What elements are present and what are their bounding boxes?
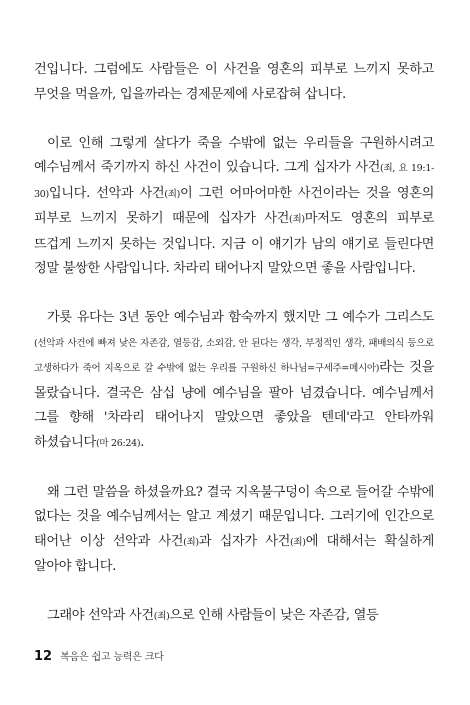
page-number: 12	[34, 649, 53, 664]
scripture-reference: (죄, 요 19:1-30)	[34, 163, 434, 200]
paragraph-text: 과 십자가 사건	[198, 533, 290, 549]
paragraph-text: 입니다. 선악과 사건	[48, 185, 165, 201]
paragraph-text: 으로 인해 사람들이 낮은 자존감, 열등	[169, 608, 379, 623]
sin-annotation: (죄)	[164, 188, 180, 200]
christ-annotation: (선악과 사건에 빠져 낮은 자존감, 열등감, 소외감, 안 된다는 생각, 부정적인 생각, 패배의식 등으로 고생하다가 죽어 지옥으로 갈 수밖에 없는 우리를 구원하신 하나님=구세주=메시아)	[34, 337, 434, 374]
paragraph-text: .	[140, 434, 145, 450]
paragraph-text: 왜 그런 말씀을 하셨을까요? 결국 지옥불구덩이 속으로 들어갈 수밖에 없다는 것을 예수님께서는 알고 계셨기 때문입니다. 그러기에 인간으로 태어난 이상 선악과 사건	[34, 484, 434, 549]
body-text	[34, 58, 434, 630]
paragraph-text: 이로 인해 그렇게 살다가 죽을 수밖에 없는 우리들을 구원하시려고 예수님께서 죽기까지 하신 사건이 있습니다. 그게 십자가 사건	[34, 135, 434, 175]
paragraph-3	[34, 306, 434, 456]
paragraph-text: 건입니다. 그럼에도 사람들은 이 사건을 영혼의 피부로 느끼지 못하고 무엇을 먹을까, 입을까라는 경제문제에 사로잡혀 삽니다.	[34, 62, 434, 102]
paragraph-5	[34, 604, 434, 630]
paragraph-text: 마저도 영혼의 피부로 뜨겁게 느끼지 못하는 것입니다. 지금 이 얘기가 남의 얘기로 들린다면 정말 불쌍한 사람입니다. 차라리 태어나지 말았으면 좋을 사람입니다.	[34, 211, 435, 276]
sin-annotation: (죄)	[289, 536, 306, 548]
scripture-reference: (마 26:24)	[95, 437, 141, 449]
paragraph-text: 이 그런 어마어마한 사건이라는 것을 영혼의 피부로 느끼지 못하기 때문에 십자가 사건	[34, 185, 435, 226]
paragraph-4	[34, 481, 434, 580]
paragraph-2	[34, 132, 434, 282]
paragraph-1	[34, 58, 434, 107]
running-title: 복음은 쉽고 능력은 크다	[60, 652, 164, 663]
paragraph-text: 에 대해서는 확실하게 알아야 합니다.	[34, 533, 435, 574]
sin-annotation: (죄)	[183, 536, 199, 548]
paragraph-text: 가룟 유다는 3년 동안 예수님과 함숙까지 했지만 그 예수가 그리스도	[47, 310, 434, 325]
page-footer	[34, 648, 164, 664]
sin-annotation: (죄)	[153, 611, 170, 622]
paragraph-text: 라는 것을 몰랐습니다. 결국은 삼십 냥에 예수님을 팔아 넘겼습니다. 예수님께서 그를 향해 '차라리 태어나지 말았으면 좋았을 텐데'라고 안타까워 하셨습니다	[34, 360, 434, 450]
sin-annotation: (죄)	[289, 214, 305, 225]
paragraph-text: 그래야 선악과 사건	[47, 608, 154, 623]
